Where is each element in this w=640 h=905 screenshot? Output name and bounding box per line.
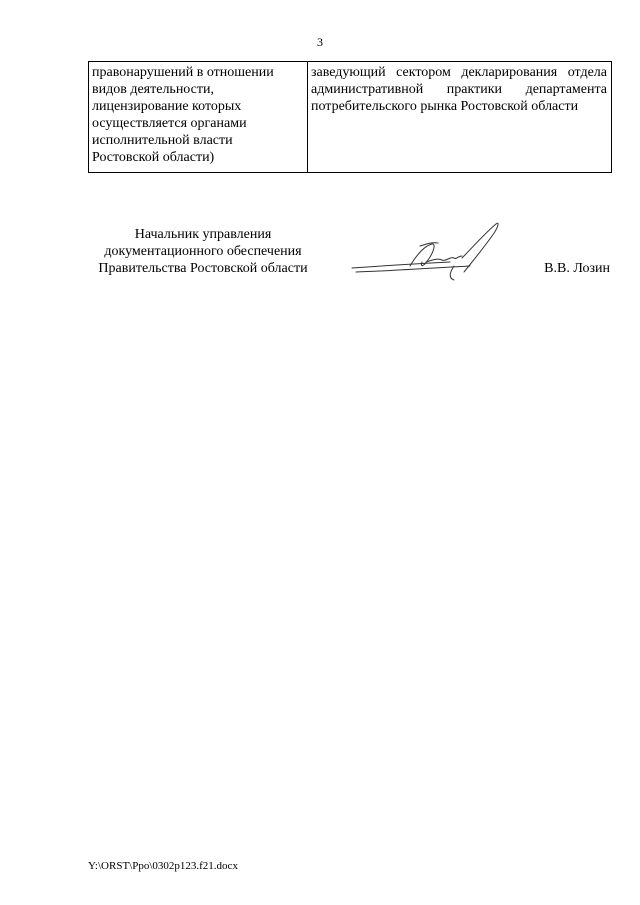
cell-text-line: правонарушений в отношении <box>92 65 274 80</box>
document-table <box>88 61 612 173</box>
handwritten-signature <box>350 216 510 286</box>
table-row <box>89 62 612 173</box>
page-number: 3 <box>317 35 323 49</box>
cell-text-line: осуществляется органами <box>92 116 247 131</box>
cell-text-line: потребительского рынка Ростовской области <box>311 99 579 114</box>
cell-text-line: заведующий сектором декларирования отдела <box>311 65 607 80</box>
signatory-title-line: Начальник управления <box>134 227 272 242</box>
signatory-title-line: Правительства Ростовской области <box>98 261 308 276</box>
cell-text-line: исполнительной власти <box>92 133 233 148</box>
cell-text-line: Ростовской области) <box>92 150 215 165</box>
signatory-name: В.В. Лозин <box>544 261 610 276</box>
cell-text-line: административной практики департамента <box>311 82 607 97</box>
table-cell-violation-scope <box>89 62 308 173</box>
signatory-title <box>88 226 318 277</box>
cell-text-line: лицензирование которых <box>92 99 242 114</box>
cell-text-line: видов деятельности, <box>92 82 214 97</box>
signatory-title-line: документационного обеспечения <box>104 244 302 259</box>
footer-file-path: Y:\ORST\Ppo\0302p123.f21.docx <box>88 860 238 872</box>
table-cell-responsible-position <box>308 62 612 173</box>
